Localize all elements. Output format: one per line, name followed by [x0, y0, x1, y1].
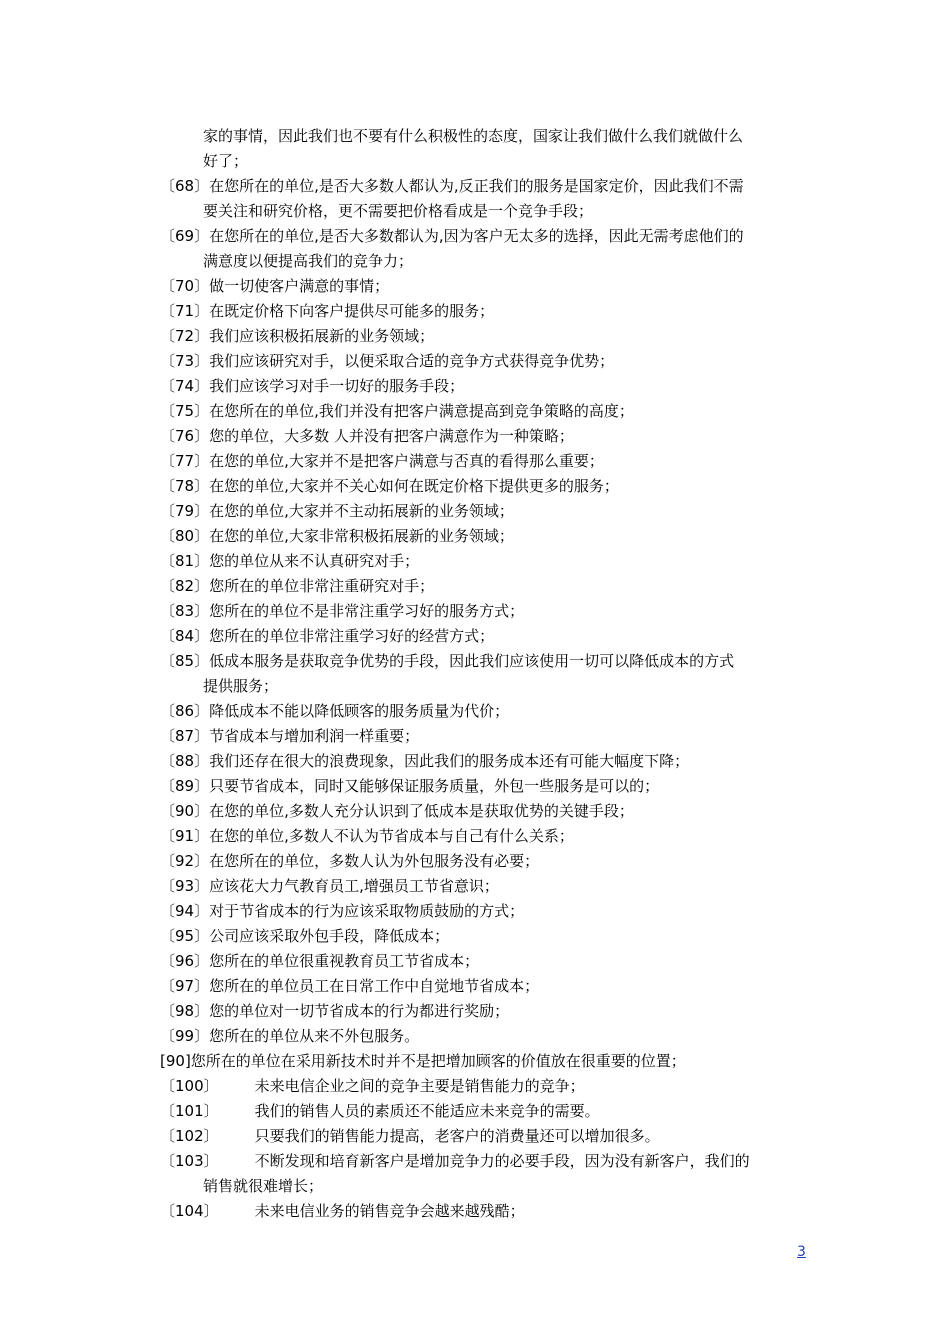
question-text: 降低成本不能以降低顾客的服务质量为代价；	[209, 702, 510, 720]
question-item	[160, 374, 810, 399]
question-item	[160, 799, 810, 824]
question-item	[160, 999, 810, 1024]
question-number: 〔104〕	[160, 1202, 219, 1220]
question-number: 〔100〕	[160, 1077, 219, 1095]
question-item	[160, 1149, 810, 1174]
question-text: 好了；	[203, 152, 249, 170]
question-text: 公司应该采取外包手段，降低成本；	[209, 927, 450, 945]
question-number: 〔73〕	[160, 352, 210, 370]
question-number: 〔88〕	[160, 752, 210, 770]
question-continuation	[160, 1174, 810, 1199]
question-text: 我们应该学习对手一切好的服务手段；	[209, 377, 465, 395]
question-number: 〔82〕	[160, 577, 210, 595]
question-number: 〔81〕	[160, 552, 210, 570]
question-item	[160, 699, 810, 724]
question-number: 〔97〕	[160, 977, 210, 995]
question-item	[160, 349, 810, 374]
question-number: 〔101〕	[160, 1102, 219, 1120]
question-item	[160, 1099, 810, 1124]
question-text: 您所在的单位不是非常注重学习好的服务方式；	[209, 602, 525, 620]
question-number: 〔71〕	[160, 302, 210, 320]
question-item	[160, 749, 810, 774]
question-item	[160, 774, 810, 799]
question-number: 〔89〕	[160, 777, 210, 795]
question-item	[160, 474, 810, 499]
question-number: 〔91〕	[160, 827, 210, 845]
question-item	[160, 849, 810, 874]
question-item	[160, 574, 810, 599]
question-item	[160, 174, 810, 199]
question-text: 在既定价格下向客户提供尽可能多的服务；	[209, 302, 495, 320]
question-item	[160, 399, 810, 424]
question-number: [90]	[160, 1052, 191, 1070]
question-text: 您所在的单位从来不外包服务。	[209, 1027, 420, 1045]
question-text: 在您所在的单位，多数人认为外包服务没有必要；	[209, 852, 540, 870]
question-text: 在您所在的单位,我们并没有把客户满意提高到竞争策略的高度；	[209, 402, 634, 420]
question-text: 在您的单位,大家并不主动拓展新的业务领域；	[209, 502, 514, 520]
question-item	[160, 449, 810, 474]
question-item	[160, 549, 810, 574]
question-text: 在您所在的单位,是否大多数都认为,因为客户无太多的选择，因此无需考虑他们的	[209, 227, 744, 245]
question-number: 〔93〕	[160, 877, 210, 895]
question-text: 在您的单位,大家并不是把客户满意与否真的看得那么重要；	[209, 452, 604, 470]
question-text: 提供服务；	[203, 677, 279, 695]
question-item	[160, 1049, 810, 1074]
question-number: 〔96〕	[160, 952, 210, 970]
question-item	[160, 649, 810, 674]
question-item	[160, 1199, 810, 1224]
question-item	[160, 874, 810, 899]
question-continuation	[160, 124, 810, 149]
question-item	[160, 274, 810, 299]
question-continuation	[160, 149, 810, 174]
question-number: 〔72〕	[160, 327, 210, 345]
question-item	[160, 1024, 810, 1049]
question-number: 〔85〕	[160, 652, 210, 670]
question-text: 只要我们的销售能力提高，老客户的消费量还可以增加很多。	[254, 1127, 660, 1145]
question-number: 〔75〕	[160, 402, 210, 420]
question-text: 未来电信企业之间的竞争主要是销售能力的竞争；	[254, 1077, 585, 1095]
question-number: 〔94〕	[160, 902, 210, 920]
question-text: 要关注和研究价格，更不需要把价格看成是一个竞争手段；	[203, 202, 594, 220]
question-text: 对于节省成本的行为应该采取物质鼓励的方式；	[209, 902, 525, 920]
question-item	[160, 624, 810, 649]
question-text: 做一切使客户满意的事情；	[209, 277, 390, 295]
question-text: 您的单位，大多数 人并没有把客户满意作为一种策略；	[209, 427, 574, 445]
question-number: 〔80〕	[160, 527, 210, 545]
question-item	[160, 424, 810, 449]
question-text: 家的事情，因此我们也不要有什么积极性的态度，国家让我们做什么我们就做什么	[203, 127, 744, 145]
question-item	[160, 324, 810, 349]
question-item	[160, 499, 810, 524]
question-item	[160, 1124, 810, 1149]
question-text: 满意度以便提高我们的竞争力；	[203, 252, 414, 270]
question-text: 未来电信业务的销售竞争会越来越残酷；	[254, 1202, 525, 1220]
question-number: 〔102〕	[160, 1127, 219, 1145]
question-number: 〔87〕	[160, 727, 210, 745]
question-item	[160, 224, 810, 249]
question-number: 〔79〕	[160, 502, 210, 520]
question-text: 在您所在的单位,是否大多数人都认为,反正我们的服务是国家定价，因此我们不需	[209, 177, 744, 195]
page-number-link[interactable]: 3	[797, 1244, 806, 1260]
question-number: 〔86〕	[160, 702, 210, 720]
question-item	[160, 949, 810, 974]
question-item	[160, 724, 810, 749]
question-number: 〔76〕	[160, 427, 210, 445]
question-text: 我们还存在很大的浪费现象，因此我们的服务成本还有可能大幅度下降；	[209, 752, 690, 770]
question-text: 应该花大力气教育员工,增强员工节省意识；	[209, 877, 499, 895]
question-list	[160, 124, 810, 1224]
question-number: 〔92〕	[160, 852, 210, 870]
question-number: 〔98〕	[160, 1002, 210, 1020]
question-item	[160, 974, 810, 999]
question-number: 〔95〕	[160, 927, 210, 945]
question-text: 低成本服务是获取竞争优势的手段，因此我们应该使用一切可以降低成本的方式	[209, 652, 735, 670]
question-text: 只要节省成本，同时又能够保证服务质量，外包一些服务是可以的；	[209, 777, 660, 795]
question-text: 销售就很难增长；	[203, 1177, 324, 1195]
question-number: 〔77〕	[160, 452, 210, 470]
question-text: 不断发现和培育新客户是增加竞争力的必要手段，因为没有新客户，我们的	[254, 1152, 750, 1170]
question-item	[160, 824, 810, 849]
question-text: 在您的单位,大家并不关心如何在既定价格下提供更多的服务；	[209, 477, 619, 495]
question-text: 我们应该积极拓展新的业务领域；	[209, 327, 435, 345]
question-text: 节省成本与增加利润一样重要；	[209, 727, 420, 745]
question-text: 在您的单位,大家非常积极拓展新的业务领域；	[209, 527, 514, 545]
question-item	[160, 599, 810, 624]
question-text: 您的单位对一切节省成本的行为都进行奖励；	[209, 1002, 510, 1020]
question-text: 在您的单位,多数人充分认识到了低成本是获取优势的关键手段；	[209, 802, 634, 820]
question-text: 我们的销售人员的素质还不能适应未来竞争的需要。	[254, 1102, 600, 1120]
question-continuation	[160, 199, 810, 224]
question-number: 〔70〕	[160, 277, 210, 295]
question-number: 〔90〕	[160, 802, 210, 820]
question-text: 您所在的单位很重视教育员工节省成本；	[209, 952, 480, 970]
question-text: 您所在的单位员工在日常工作中自觉地节省成本；	[209, 977, 540, 995]
question-number: 〔83〕	[160, 602, 210, 620]
question-text: 您的单位从来不认真研究对手；	[209, 552, 420, 570]
question-number: 〔78〕	[160, 477, 210, 495]
question-number: 〔74〕	[160, 377, 210, 395]
question-number: 〔99〕	[160, 1027, 210, 1045]
question-item	[160, 524, 810, 549]
question-continuation	[160, 249, 810, 274]
question-number: 〔84〕	[160, 627, 210, 645]
question-text: 在您的单位,多数人不认为节省成本与自己有什么关系；	[209, 827, 574, 845]
question-item	[160, 899, 810, 924]
question-text: 我们应该研究对手，以便采取合适的竞争方式获得竞争优势；	[209, 352, 615, 370]
question-number: 〔69〕	[160, 227, 210, 245]
question-continuation	[160, 674, 810, 699]
question-number: 〔103〕	[160, 1152, 219, 1170]
question-item	[160, 924, 810, 949]
question-text: 您所在的单位非常注重学习好的经营方式；	[209, 627, 495, 645]
question-item	[160, 299, 810, 324]
question-text: 您所在的单位非常注重研究对手；	[209, 577, 435, 595]
question-item	[160, 1074, 810, 1099]
question-text: 您所在的单位在采用新技术时并不是把增加顾客的价值放在很重要的位置；	[190, 1052, 686, 1070]
question-number: 〔68〕	[160, 177, 210, 195]
